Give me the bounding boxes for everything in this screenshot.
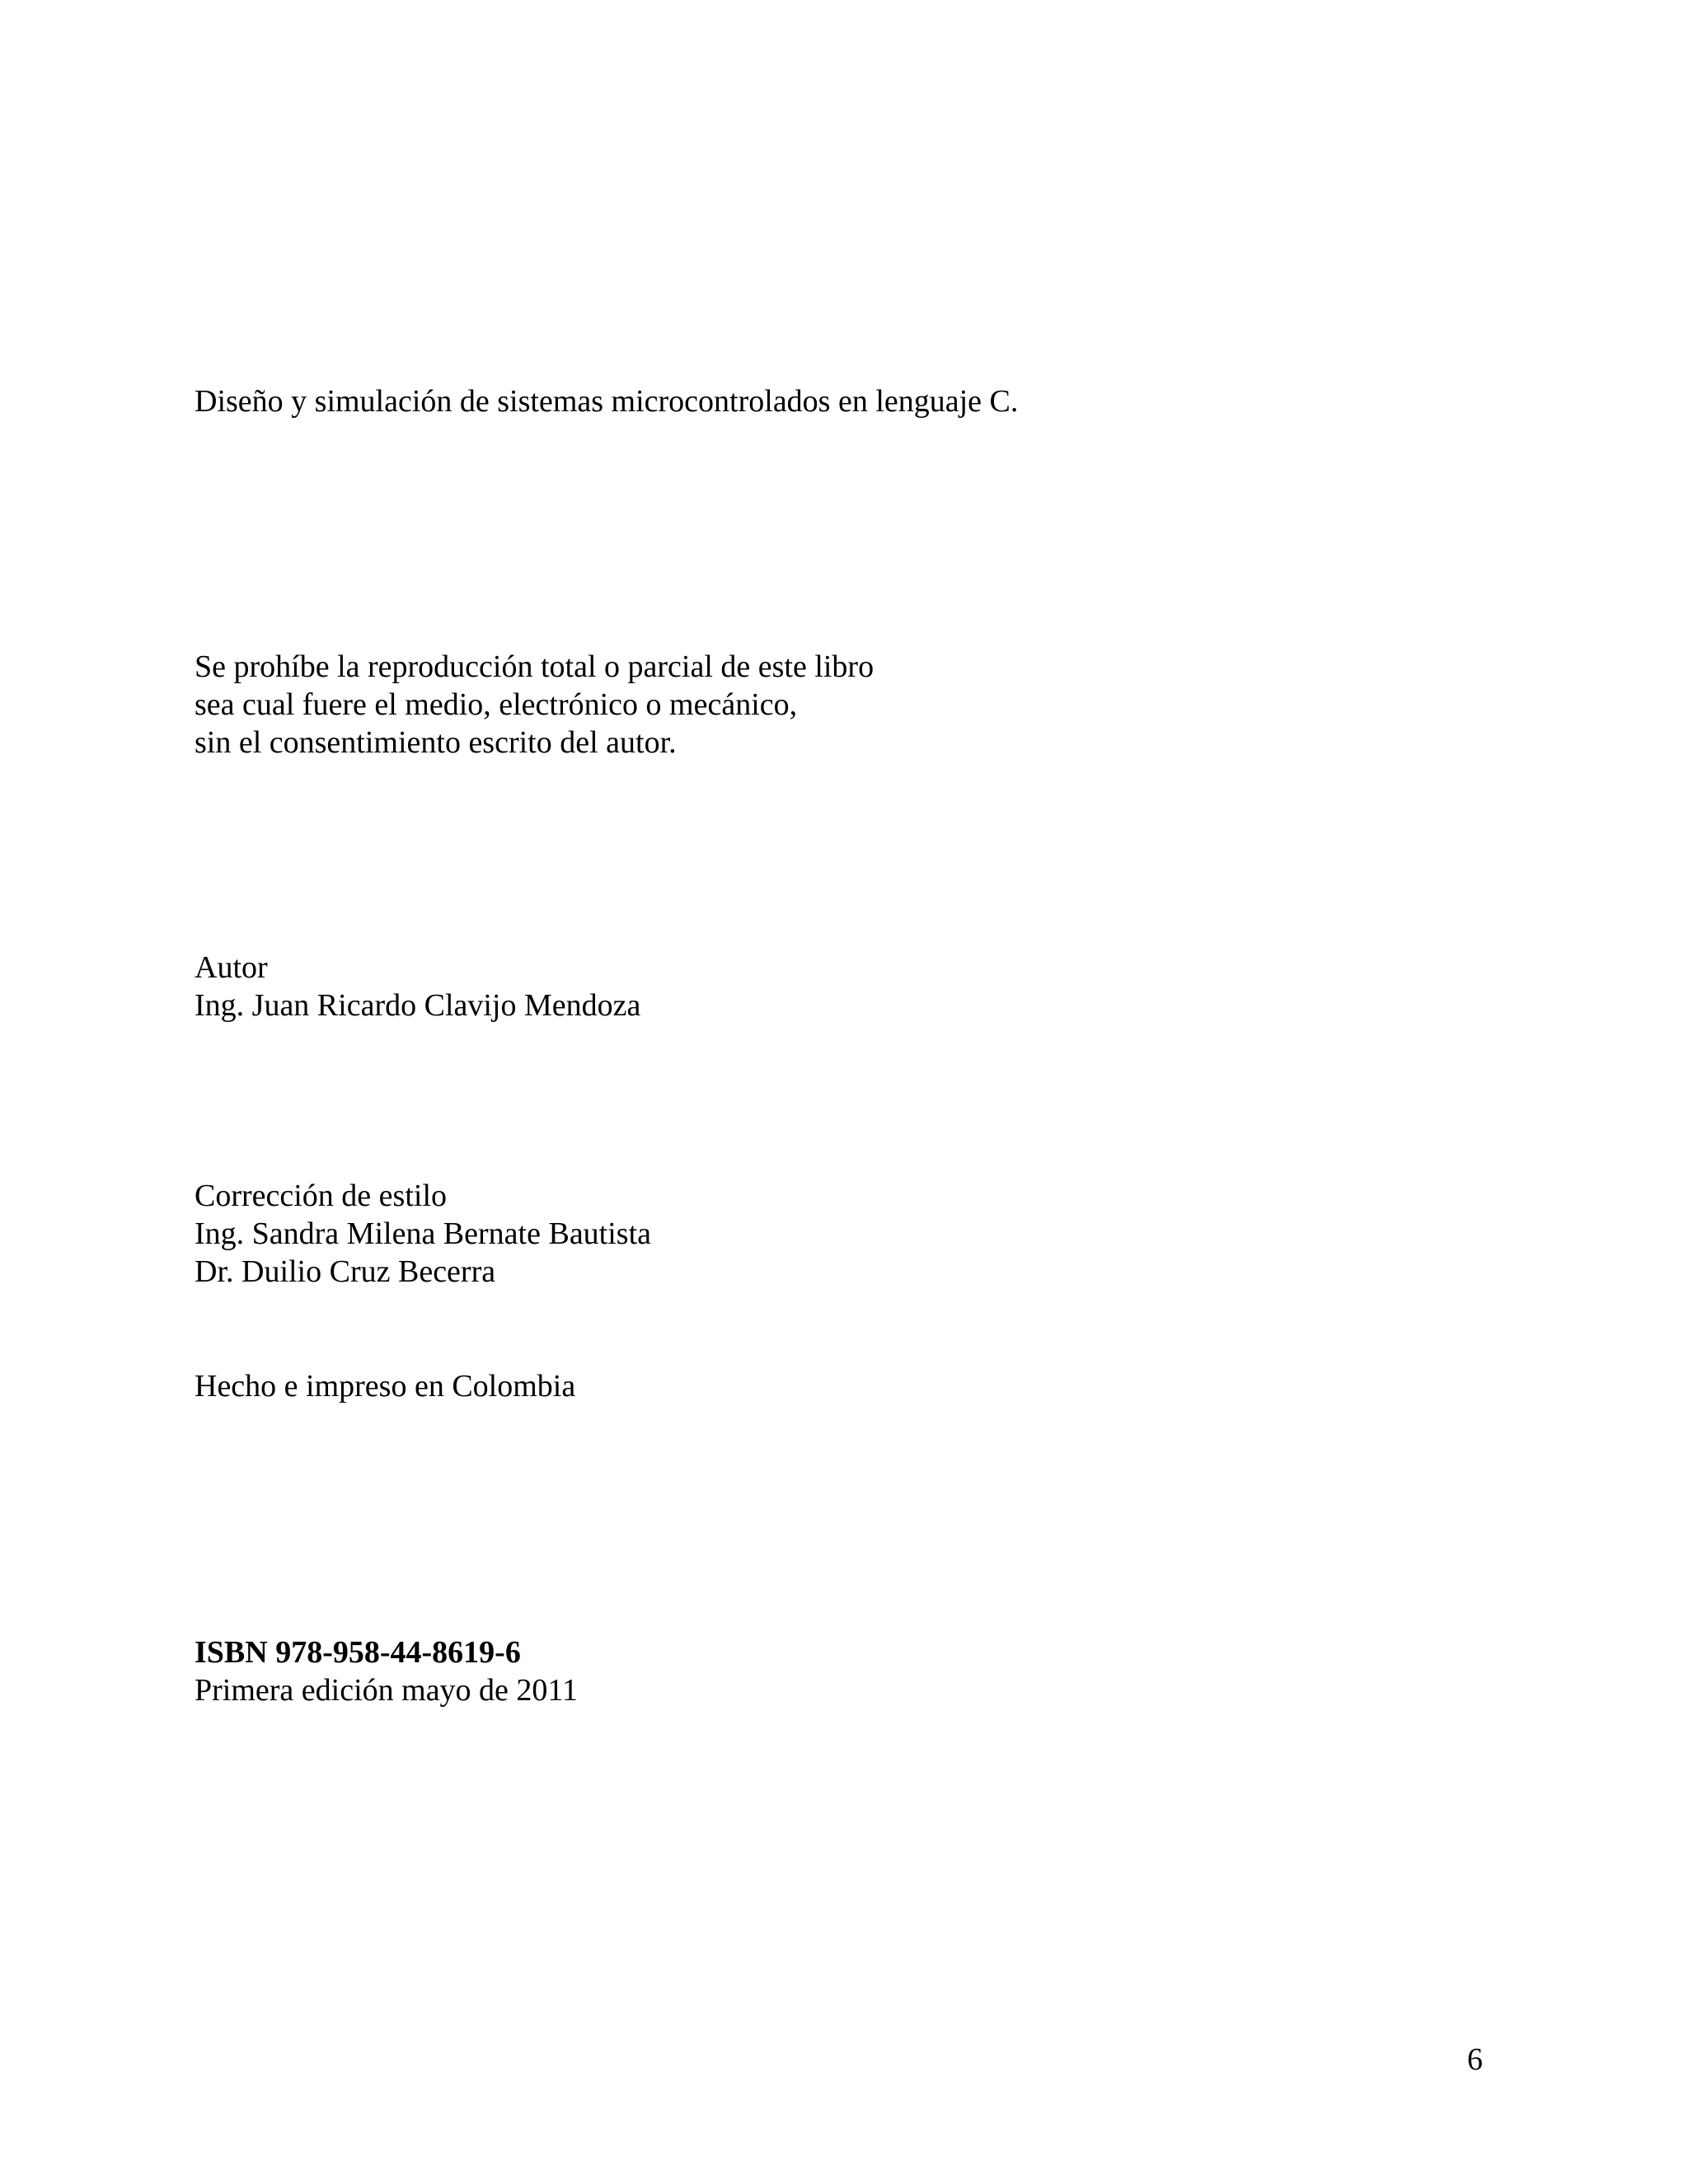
copyright-notice (195, 648, 874, 762)
page-number: 6 (1467, 2042, 1483, 2077)
isbn: ISBN 978-958-44-8619-6 (195, 1635, 521, 1670)
book-title (195, 382, 1018, 420)
copyright-line-2: sea cual fuere el medio, electrónico o mecánico, (195, 687, 798, 722)
copyright-line-3: sin el consentimiento escrito del autor. (195, 725, 677, 760)
edition: Primera edición mayo de 2011 (195, 1673, 579, 1708)
copyright-line-1: Se prohíbe la reproducción total o parcial de este libro (195, 649, 874, 684)
origin-note (195, 1367, 575, 1405)
origin-text: Hecho e impreso en Colombia (195, 1369, 576, 1404)
book-title-text: Diseño y simulación de sistemas microcontrolados en lenguaje C. (195, 384, 1019, 419)
style-correction-section (195, 1177, 651, 1291)
publication-info (195, 1633, 578, 1709)
style-correction-name-1: Ing. Sandra Milena Bernate Bautista (195, 1216, 652, 1251)
author-section (195, 949, 640, 1024)
author-name: Ing. Juan Ricardo Clavijo Mendoza (195, 988, 641, 1023)
style-correction-label: Corrección de estilo (195, 1179, 448, 1213)
author-label: Autor (195, 950, 268, 985)
style-correction-name-2: Dr. Duilio Cruz Becerra (195, 1254, 496, 1289)
